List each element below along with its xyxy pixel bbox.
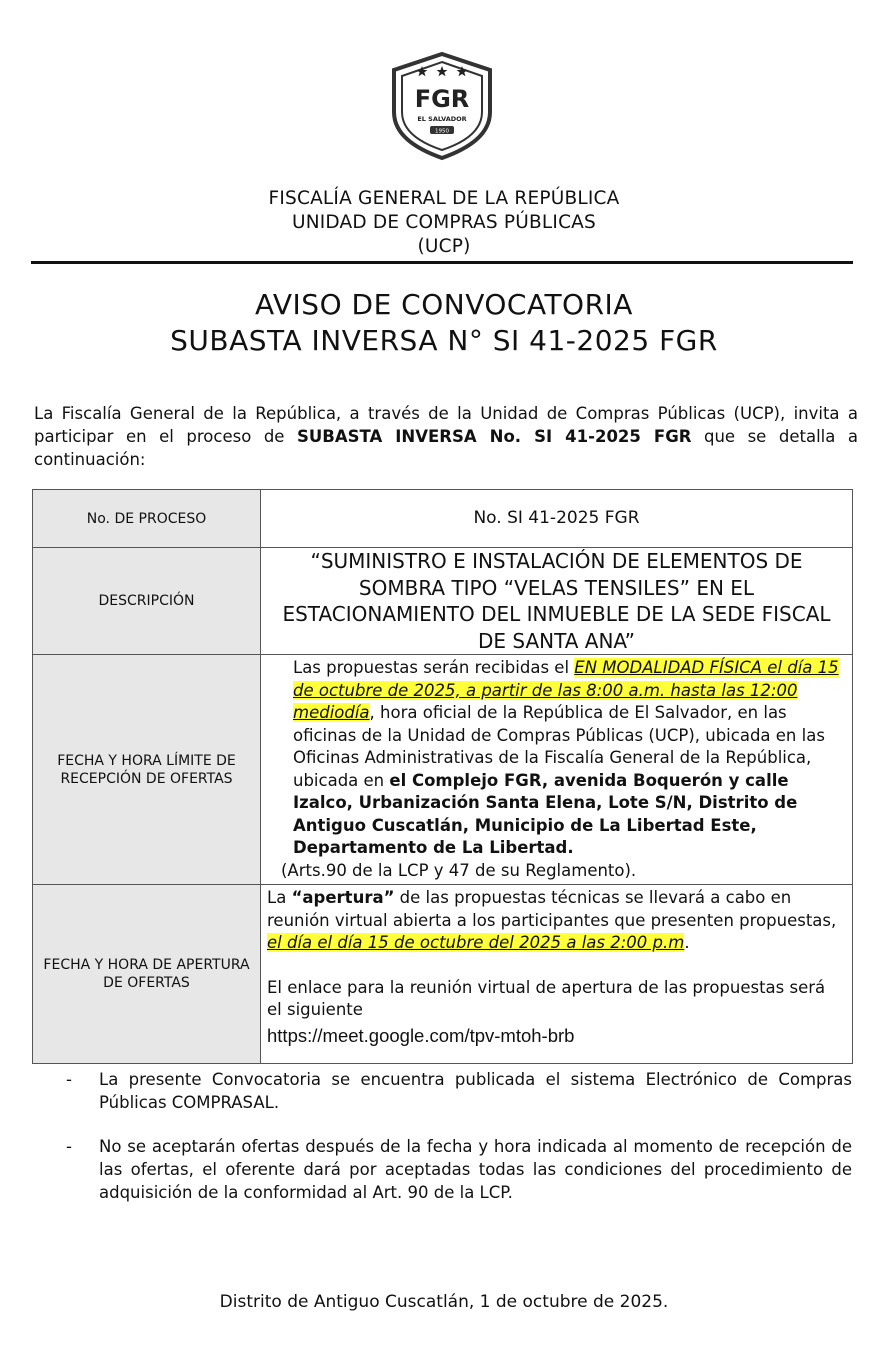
reception-date-highlight: EN MODALIDAD FÍSICA el día 15 de octubre de 2025, a partir de las 8:00 a.m. hasta las 12:00 mediodía [293, 658, 839, 722]
value-reception-deadline: Las propuestas serán recibidas el EN MODALIDAD FÍSICA el día 15 de octubre de 2025, a partir de las 8:00 a.m. hasta las 12:00 mediodía, hora oficial de la República de El Salvador, en las oficinas de la Unidad de Compras Públicas (UCP), ubicada en las Oficinas Administrativas de la Fiscalía General de la República, ubicada en el Complejo FGR, avenida Boquerón y calle Izalco, Urbanización Santa Elena, Lote S/N, Distrito de Antiguo Cuscatlán, Municipio de La Libertad Este, Departamento de La Libertad. (Arts.90 de la LCP y 47 de su Reglamento). [261, 655, 853, 885]
meeting-link[interactable]: https://meet.google.com/tpv-mtoh-brb [267, 1024, 575, 1046]
fgr-logo [386, 50, 498, 162]
value-opening: La “apertura” de las propuestas técnicas se llevará a cabo en reunión virtual abierta a los participantes que presenten propuestas, el día el día 15 de octubre del 2025 a las 2:00 p.m. El enlace para la reunión virtual de apertura de las propuestas será el siguiente https://meet.google.com/tpv-mtoh-brb [261, 885, 853, 1064]
closing-place-date: Distrito de Antiguo Cuscatlán, 1 de octubre de 2025. [219, 1292, 669, 1312]
intro-process-name: SUBASTA INVERSA No. SI 41-2025 FGR [296, 427, 692, 446]
opening-date-highlight: el día el día 15 de octubre del 2025 a las 2:00 p.m [267, 933, 685, 952]
doc-subtitle: SUBASTA INVERSA N° SI 41-2025 FGR [170, 324, 718, 357]
logo-subtext: EL SALVADOR [417, 115, 467, 123]
list-item: - No se aceptarán ofertas después de la fecha y hora indicada al momento de recepción de las ofertas, el oferente dará por aceptadas todas las condiciones del procedimiento de adquisición de la conformidad al Art. 90 de la LCP. [66, 1137, 852, 1202]
unit-abbr: (UCP) [417, 236, 471, 257]
label-process-number: No. DE PROCESO [33, 490, 261, 548]
process-info-table [32, 489, 853, 1064]
label-opening: FECHA Y HORA DE APERTURA DE OFERTAS [33, 885, 261, 1064]
label-reception-deadline: FECHA Y HORA LÍMITE DE RECEPCIÓN DE OFERTAS [33, 655, 261, 885]
intro-paragraph: La Fiscalía General de la República, a través de la Unidad de Compras Públicas (UCP), invita a participar en el proceso de SUBASTA INVERSA No. SI 41-2025 FGR que se detalla a continuación: [34, 404, 858, 469]
doc-title: AVISO DE CONVOCATORIA [255, 288, 633, 321]
list-item: - La presente Convocatoria se encuentra publicada el sistema Electrónico de Compras Públicas COMPRASAL. [66, 1070, 852, 1112]
table-row [33, 885, 853, 1064]
value-description: “SUMINISTRO E INSTALACIÓN DE ELEMENTOS DE SOMBRA TIPO “VELAS TENSILES” EN EL ESTACIONAMIENTO DEL INMUEBLE DE LA SEDE FISCAL DE SANTA ANA” [261, 548, 853, 655]
unit-name: UNIDAD DE COMPRAS PÚBLICAS [291, 212, 596, 233]
value-process-number: No. SI 41-2025 FGR [261, 490, 853, 548]
table-row [33, 548, 853, 655]
label-description: DESCRIPCIÓN [33, 548, 261, 655]
org-name: FISCALÍA GENERAL DE LA REPÚBLICA [268, 188, 620, 209]
table-row [33, 655, 853, 885]
logo-text: FGR [414, 85, 470, 113]
logo-year: 1950 [435, 128, 449, 135]
meeting-link-intro: El enlace para la reunión virtual de apertura de las propuestas será el siguiente [267, 977, 826, 1019]
legal-reference: (Arts.90 de la LCP y 47 de su Reglamento). [281, 860, 637, 880]
reception-address: el Complejo FGR, avenida Boquerón y calle Izalco, Urbanización Santa Elena, Lote S/N, Distrito de Antiguo Cuscatlán, Municipio de La Libertad Este, Departamento de La Libertad. [293, 770, 798, 857]
header-divider [31, 261, 853, 264]
table-row [33, 490, 853, 548]
